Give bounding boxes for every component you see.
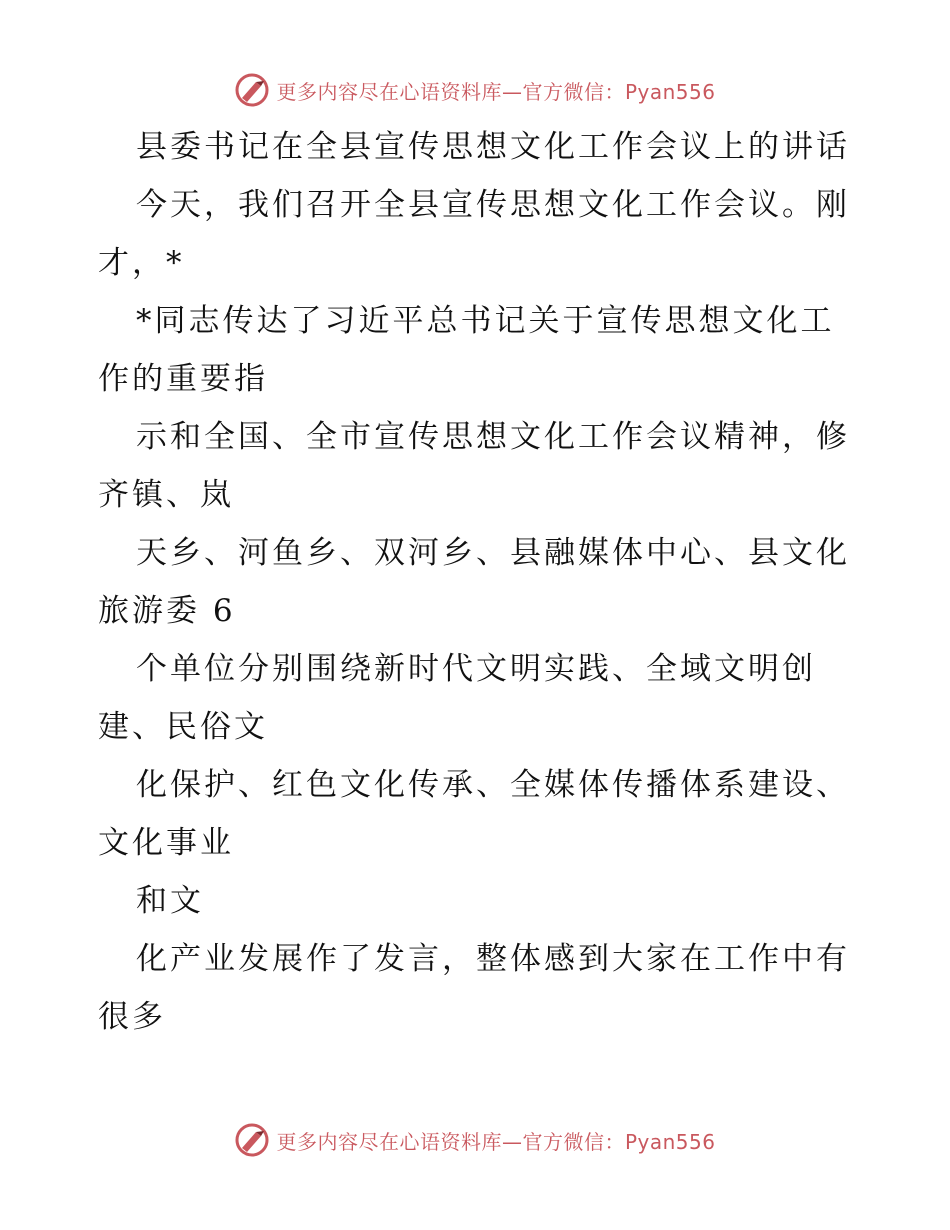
text-line: 天乡、河鱼乡、双河乡、县融媒体中心、县文化	[136, 535, 850, 571]
text-line: 才，*	[98, 245, 185, 281]
text-line: 旅游委 6	[98, 593, 236, 629]
text-line: 建、民俗文	[98, 709, 268, 745]
document-body	[98, 118, 858, 1046]
text-line: 县委书记在全县宣传思想文化工作会议上的讲话	[136, 129, 850, 165]
watermark-text: 更多内容尽在心语资料库—官方微信：Pyan556	[276, 1129, 716, 1154]
text-line: 示和全国、全市宣传思想文化工作会议精神，修	[136, 419, 850, 455]
pen-logo-icon	[234, 1122, 270, 1158]
text-line: 个单位分别围绕新时代文明实践、全域文明创	[136, 651, 816, 687]
text-line: 今天，我们召开全县宣传思想文化工作会议。刚	[136, 187, 850, 223]
text-line: 和文	[136, 883, 204, 919]
footer-watermark	[0, 1120, 950, 1160]
text-line: 作的重要指	[98, 361, 268, 397]
text-line: 文化事业	[98, 825, 234, 861]
watermark-text: 更多内容尽在心语资料库—官方微信：Pyan556	[276, 79, 716, 104]
pen-logo-icon	[234, 72, 270, 108]
text-line: *同志传达了习近平总书记关于宣传思想文化工	[136, 303, 835, 339]
text-line: 很多	[98, 999, 166, 1035]
header-watermark	[0, 70, 950, 110]
text-line: 化保护、红色文化传承、全媒体传播体系建设、	[136, 767, 850, 803]
text-line: 化产业发展作了发言，整体感到大家在工作中有	[136, 941, 850, 977]
text-line: 齐镇、岚	[98, 477, 234, 513]
